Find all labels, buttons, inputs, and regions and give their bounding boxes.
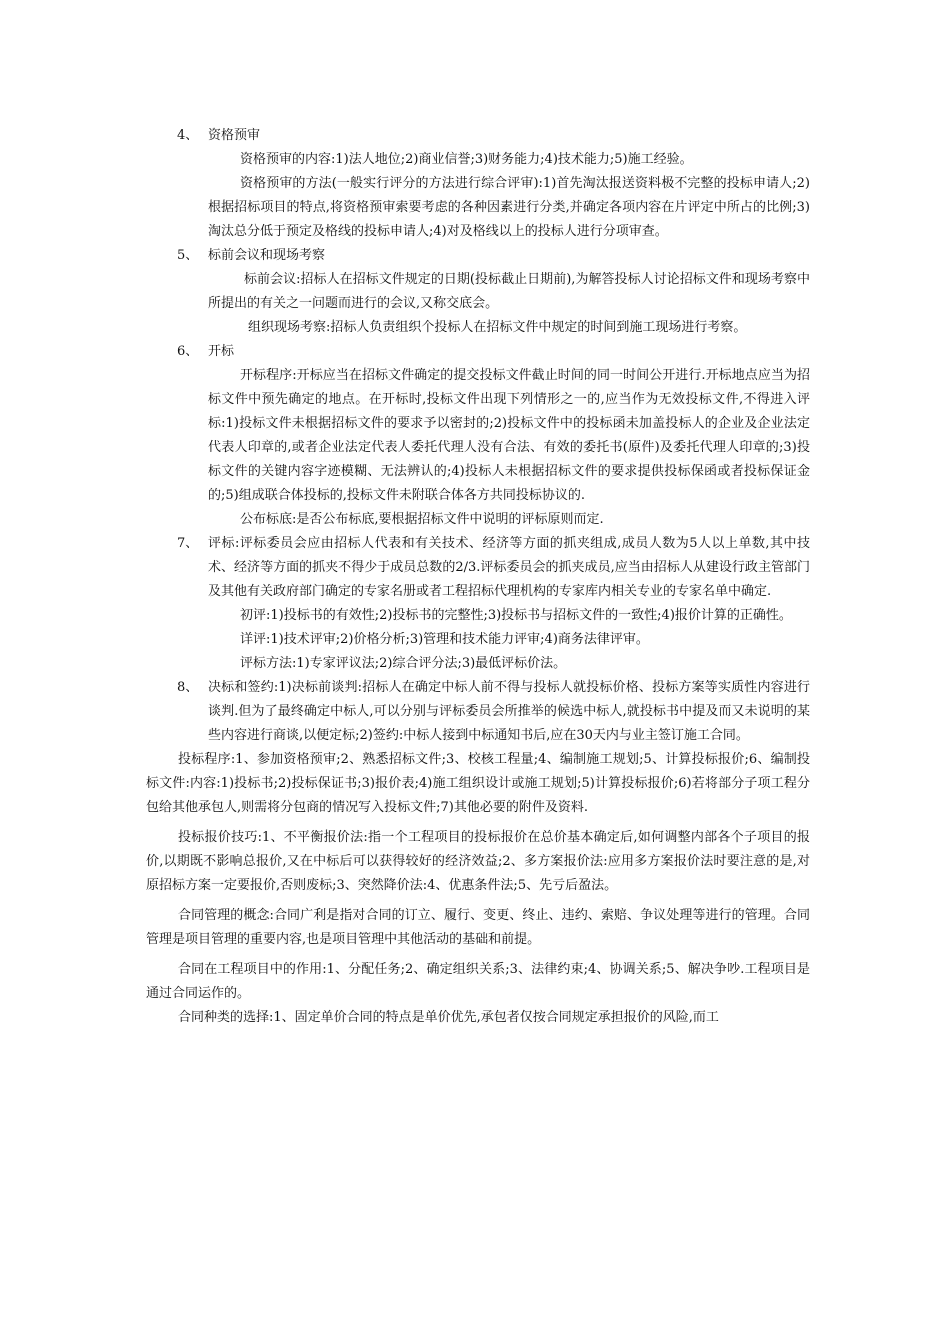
section-5-heading bbox=[0, 244, 810, 268]
bid-opening-paragraph: 开标程序:开标应当在招标文件确定的提交投标文件截止时间的同一时间公开进行.开标地点应当为招标文件中预先确定的地点。在开标时,投标文件出现下列情形之一的,应当作为无效投标文件,不得进入评标:1)投标文件未根据招标文件的要求予以密封的;2)投标文件中的投标函未加盖投标人的企业及企业法定代表人印章的,或者企业法定代表人委托代理人没有合法、有效的委托书(原件)及委托代理人印章的;3)投标文件的关键内容字迹模糊、无法辨认的;4)投标人未根据招标文件的要求提供投标保函或者投标保证金的;5)组成联合体投标的,投标文件未附联合体各方共同投标协议的. bbox=[208, 368, 810, 503]
section-title: 标前会议和现场考察 bbox=[208, 248, 326, 263]
prequal-method-paragraph: 资格预审的方法(一般实行评分的方法进行综合评审):1)首先淘汰报送资料极不完整的投标申请人;2)根据招标项目的特点,将资格预审索要考虑的各种因素进行分类,并确定各项内容在片评定中所占的比例;3)淘汰总分低于预定及格线的投标申请人;4)对及格线以上的投标人进行分项审查。 bbox=[208, 176, 810, 239]
document-body bbox=[0, 124, 950, 1030]
prequal-content-paragraph: 资格预审的内容:1)法人地位;2)商业信誉;3)财务能力;4)技术能力;5)施工经验。 bbox=[240, 152, 693, 167]
detailed-review-paragraph: 详评:1)技术评审;2)价格分析;3)管理和技术能力评审;4)商务法律评审。 bbox=[240, 632, 649, 647]
contract-types-paragraph: 合同种类的选择:1、固定单价合同的特点是单价优先,承包者仅按合同规定承担报价的风险,而工 bbox=[178, 1010, 719, 1025]
contract-concept-paragraph: 合同管理的概念:合同广利是指对合同的订立、履行、变更、终止、违约、索赔、争议处理等进行的管理。合同管理是项目管理的重要内容,也是项目管理中其他活动的基础和前提。 bbox=[146, 908, 810, 947]
base-price-paragraph: 公布标底:是否公布标底,要根据招标文件中说明的评标原则而定. bbox=[240, 512, 604, 527]
section-title: 开标 bbox=[208, 344, 235, 359]
section-4-heading bbox=[0, 124, 810, 148]
bid-skills-paragraph: 投标报价技巧:1、不平衡报价法:指一个工程项目的投标报价在总价基本确定后,如何调整内部各个子项目的报价,以期既不影响总报价,又在中标后可以获得较好的经济效益;2、多方案报价法:应用多方案报价法时要注意的是,对原招标方案一定要报价,否则废标;3、突然降价法:4、优惠条件法;5、先亏后盈法。 bbox=[146, 830, 810, 893]
section-number: 4、 bbox=[177, 128, 199, 143]
award-sign-text: 决标和签约:1)决标前谈判:招标人在确定中标人前不得与投标人就投标价格、投标方案等实质性内容进行谈判.但为了最终确定中标人,可以分别与评标委员会所推举的候选中标人,就投标书中提及而又未说明的某些内容进行商谈,以便定标;2)签约:中标人接到中标通知书后,应在30天内与业主签订施工合同。 bbox=[208, 680, 810, 743]
section-number: 8、 bbox=[177, 680, 199, 695]
section-number: 5、 bbox=[177, 248, 199, 263]
evaluation-text: 评标:评标委员会应由招标人代表和有关技术、经济等方面的抓夹组成,成员人数为5人以上单数,其中技术、经济等方面的抓夹不得少于成员总数的2/3.评标委员会的抓夹成员,应当由招标人从建设行政主管部门及其他有关政府部门确定的专家名册或者工程招标代理机构的专家库内相关专业的专家名单中确定. bbox=[208, 536, 810, 599]
section-8-item bbox=[0, 676, 810, 748]
contract-role-paragraph: 合同在工程项目中的作用:1、分配任务;2、确定组织关系;3、法律约束;4、协调关系;5、解决争吵.工程项目是通过合同运作的。 bbox=[146, 962, 810, 1001]
section-number: 6、 bbox=[177, 344, 199, 359]
section-number: 7、 bbox=[177, 536, 199, 551]
pre-bid-meeting-paragraph: 标前会议:招标人在招标文件规定的日期(投标截止日期前),为解答投标人讨论招标文件和现场考察中所提出的有关之一问题而进行的会议,又称交底会。 bbox=[208, 272, 810, 311]
section-6-heading bbox=[0, 340, 810, 364]
site-visit-paragraph: 组织现场考察:招标人负责组织个投标人在招标文件中规定的时间到施工现场进行考察。 bbox=[248, 320, 747, 335]
section-title: 资格预审 bbox=[208, 128, 261, 143]
initial-review-paragraph: 初评:1)投标书的有效性;2)投标书的完整性;3)投标书与招标文件的一致性;4)报价计算的正确性。 bbox=[240, 608, 792, 623]
bid-process-paragraph: 投标程序:1、参加资格预审;2、熟悉招标文件;3、校核工程量;4、编制施工规划;5、计算投标报价;6、编制投标文件:内容:1)投标书;2)投标保证书;3)报价表;4)施工组织设计或施工规划;5)计算投标报价;6)若将部分子项工程分包给其他承包人,则需将分包商的情况写入投标文件;7)其他必要的附件及资料. bbox=[146, 752, 810, 815]
evaluation-method-paragraph: 评标方法:1)专家评议法;2)综合评分法;3)最低评标价法。 bbox=[240, 656, 567, 671]
section-7-item bbox=[0, 532, 810, 604]
